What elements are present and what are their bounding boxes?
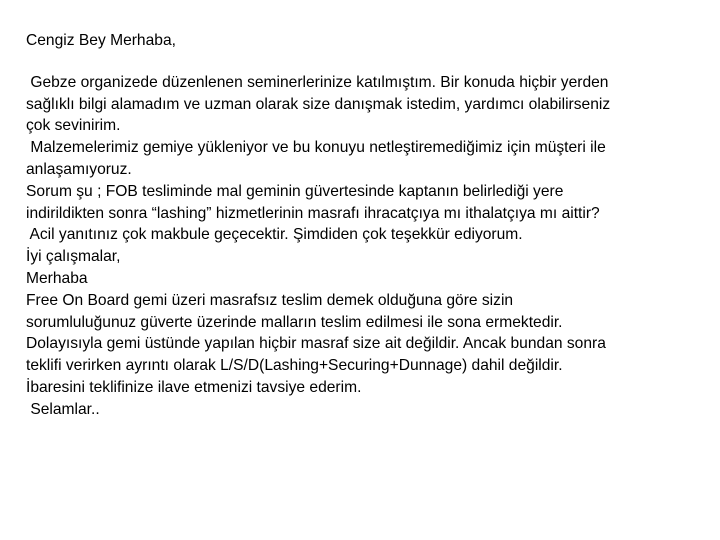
body-line: Dolayısıyla gemi üstünde yapılan hiçbir masraf size ait değildir. Ancak bundan sonra [26, 335, 606, 353]
body-line: İyi çalışmalar, [26, 248, 121, 266]
body-line: Merhaba [26, 269, 88, 287]
body-line: çok sevinirim. [26, 117, 121, 135]
body-line: Malzemelerimiz gemiye yükleniyor ve bu konuyu netleştiremediğimiz için müşteri ile [26, 139, 606, 157]
body-line: Sorum şu ; FOB tesliminde mal geminin güvertesinde kaptanın belirlediği yere [26, 182, 564, 200]
body-line: Free On Board gemi üzeri masrafsız teslim demek olduğuna göre sizin [26, 291, 514, 309]
body-line: sağlıklı bilgi alamadım ve uzman olarak size danışmak istedim, yardımcı olabilirseniz [26, 95, 611, 113]
body-line: sorumluluğunuz güverte üzerinde malların teslim edilmesi ile sona ermektedir. [26, 313, 563, 331]
greeting-line: Cengiz Bey Merhaba, [26, 32, 176, 49]
body-line: indirildikten sonra “lashing” hizmetlerinin masrafı ihracatçıya mı ithalatçıya mı aittir? [26, 204, 600, 222]
body-line: Selamlar.. [26, 400, 100, 418]
body-line: anlaşamıyoruz. [26, 160, 132, 178]
body-line: teklifi verirken ayrıntı olarak L/S/D(Lashing+Securing+Dunnage) dahil değildir. [26, 357, 563, 375]
document-body [26, 30, 706, 421]
body-line: Gebze organizede düzenlenen seminerlerinize katılmıştım. Bir konuda hiçbir yerden [26, 73, 609, 91]
body-line: Acil yanıtınız çok makbule geçecektir. Şimdiden çok teşekkür ediyorum. [26, 226, 523, 244]
body-line: İbaresini teklifinize ilave etmenizi tavsiye ederim. [26, 378, 362, 396]
